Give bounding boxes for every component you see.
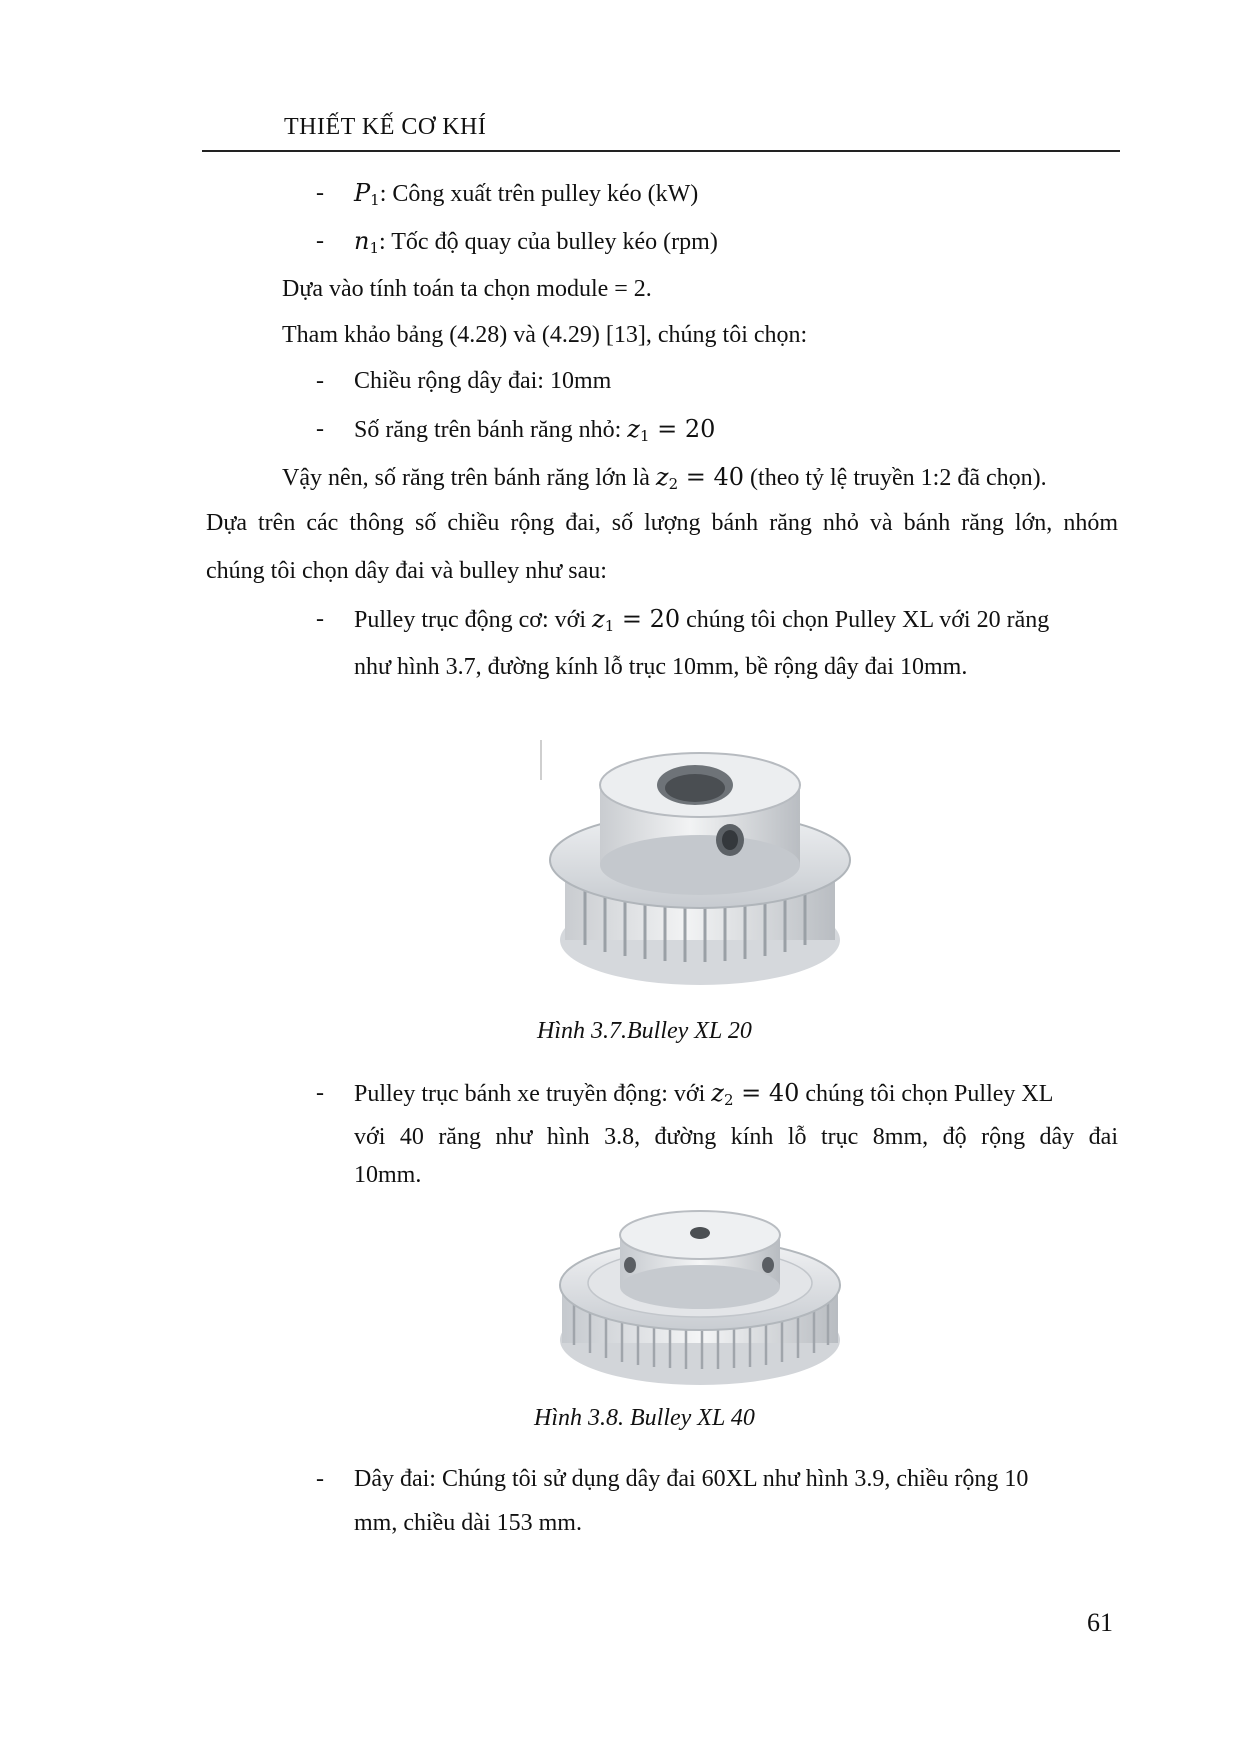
bullet-dash: - <box>316 180 324 206</box>
symbol-p: P <box>354 179 371 207</box>
bullet-belt-line1: Dây đai: Chúng tôi sử dụng dây đai 60XL như hình 3.9, chiều rộng 10 <box>354 1466 1029 1492</box>
running-header: THIẾT KẾ CƠ KHÍ <box>284 114 487 140</box>
bullet-motor-line1 <box>354 604 1049 641</box>
symbol-z-sub: 1 <box>639 427 650 445</box>
bullet-dash: - <box>316 368 324 394</box>
header-rule <box>202 150 1120 152</box>
bullet-dash: - <box>316 1466 324 1492</box>
para-based-line2: chúng tôi chọn dây đai và bulley như sau: <box>206 558 607 584</box>
bullet-small-teeth-text: Số răng trên bánh răng nhỏ: <box>354 417 628 443</box>
figure-2-caption: Hình 3.8. Bulley XL 40 <box>534 1405 755 1431</box>
bullet-motor-before: Pulley trục động cơ: với <box>354 607 593 633</box>
bullet-wheel-line1 <box>354 1078 1053 1115</box>
equation-value: = 20 <box>614 605 681 633</box>
symbol-z: z <box>627 415 640 443</box>
para-big-gear-before: Vậy nên, số răng trên bánh răng lớn là <box>282 465 656 491</box>
symbol-z-sub: 1 <box>604 617 615 635</box>
para-big-gear <box>282 462 1047 499</box>
bullet-wheel-after: chúng tôi chọn Pulley XL <box>799 1081 1054 1107</box>
symbol-p-sub: 1 <box>370 191 380 209</box>
bullet-p1 <box>354 178 698 215</box>
symbol-z: z <box>592 605 605 633</box>
equation-value: = 40 <box>678 463 745 491</box>
para-reference: Tham khảo bảng (4.28) và (4.29) [13], chúng tôi chọn: <box>282 322 808 348</box>
bullet-wheel-line2: với 40 răng như hình 3.8, đường kính lỗ trục 8mm, độ rộng dây đai <box>354 1124 1118 1150</box>
equation-value: = 20 <box>649 415 716 443</box>
page-number: 61 <box>1087 1608 1113 1637</box>
para-module: Dựa vào tính toán ta chọn module = 2. <box>282 276 652 302</box>
bullet-motor-after: chúng tôi chọn Pulley XL với 20 răng <box>680 607 1050 633</box>
symbol-z-sub: 2 <box>668 475 679 493</box>
symbol-z-sub: 2 <box>723 1091 734 1109</box>
pulley-xl20-image <box>535 740 865 1000</box>
symbol-z: z <box>711 1079 724 1107</box>
pulley-xl40-image <box>550 1195 850 1395</box>
symbol-n: n <box>354 227 370 255</box>
bullet-belt-width: Chiều rộng dây đai: 10mm <box>354 368 612 394</box>
bullet-wheel-line3: 10mm. <box>354 1162 422 1188</box>
bullet-dash: - <box>316 228 324 254</box>
figure-1-caption: Hình 3.7.Bulley XL 20 <box>537 1018 752 1044</box>
equation-value: = 40 <box>733 1079 800 1107</box>
bullet-small-teeth <box>354 414 715 451</box>
bullet-n1 <box>354 226 718 263</box>
bullet-wheel-before: Pulley trục bánh xe truyền động: với <box>354 1081 712 1107</box>
bullet-dash: - <box>316 606 324 632</box>
bullet-p1-text: : Công xuất trên pulley kéo (kW) <box>379 181 699 207</box>
bullet-motor-line2: như hình 3.7, đường kính lỗ trục 10mm, bề rộng dây đai 10mm. <box>354 654 968 680</box>
para-based-line1: Dựa trên các thông số chiều rộng đai, số lượng bánh răng nhỏ và bánh răng lớn, nhóm <box>206 510 1118 536</box>
symbol-z: z <box>655 463 669 491</box>
bullet-belt-line2: mm, chiều dài 153 mm. <box>354 1510 582 1536</box>
bullet-dash: - <box>316 416 324 442</box>
bullet-n1-text: : Tốc độ quay của bulley kéo (rpm) <box>379 229 718 255</box>
para-big-gear-after: (theo tỷ lệ truyền 1:2 đã chọn). <box>744 465 1047 491</box>
bullet-dash: - <box>316 1080 324 1106</box>
symbol-n-sub: 1 <box>369 239 380 257</box>
